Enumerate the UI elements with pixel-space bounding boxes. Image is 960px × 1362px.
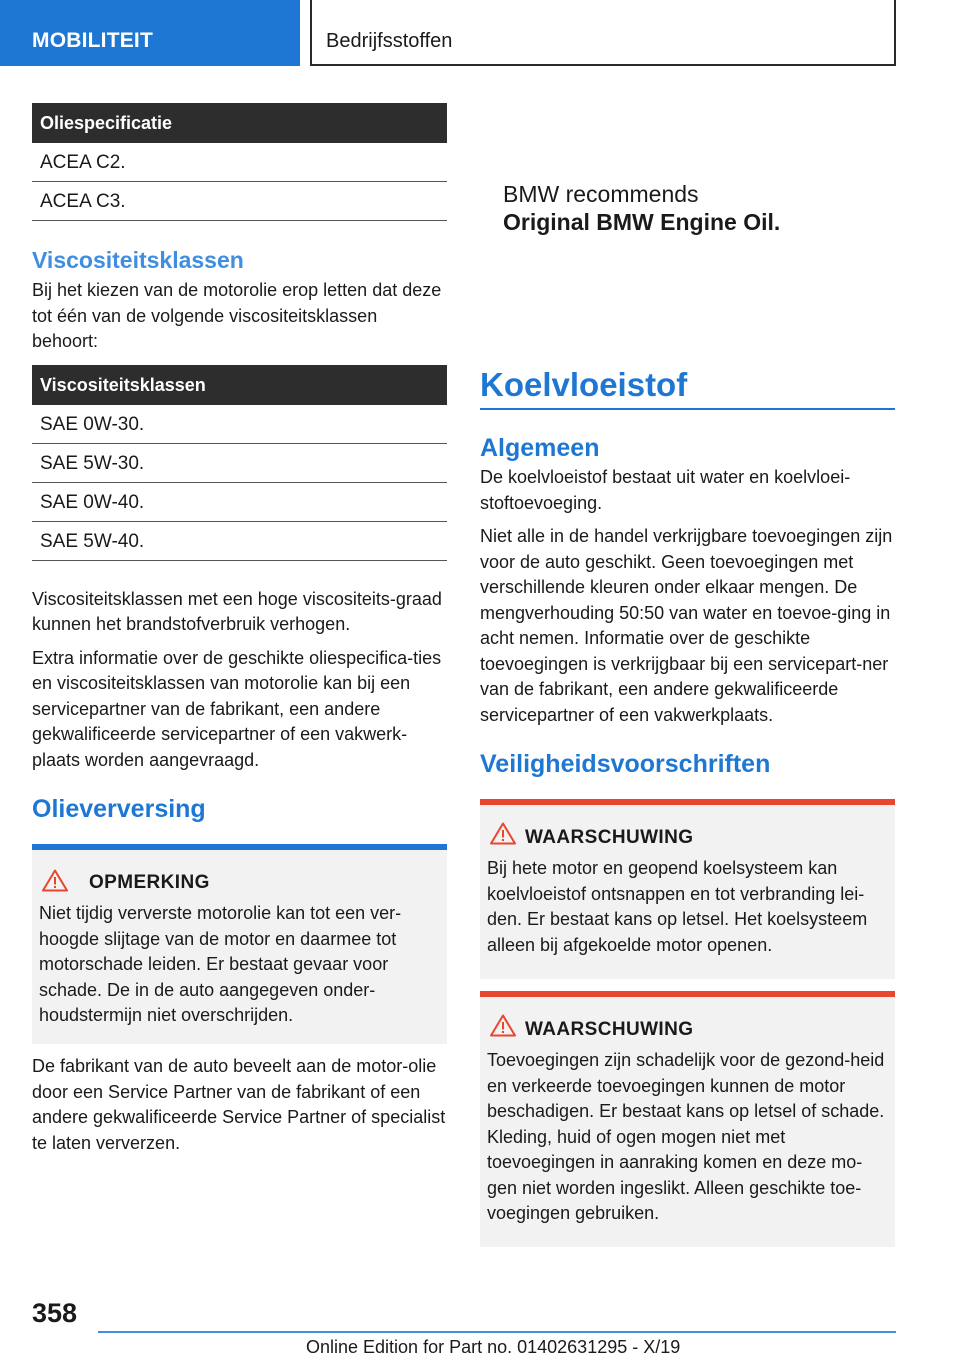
footer-edition <box>306 1337 680 1358</box>
warning-bar <box>480 799 895 805</box>
table-header: Viscositeitsklassen <box>32 365 447 405</box>
warning-bar <box>480 991 895 997</box>
notice-title: OPMERKING <box>89 872 210 893</box>
table-row: SAE 0W-40. <box>32 483 447 522</box>
warning-text: Bij hete motor en geopend koelsysteem kan koelvloeistof ontsnappen en tot verbranding lei-den. Er bestaat kans op letsel. Het koelsysteem alleen bij afgekoelde motor openen. <box>487 858 868 955</box>
warning-text: Toevoegingen zijn schadelijk voor de gezond-heid en verkeerde toevoegingen kunnen de motor beschadigen. Er bestaat kans op letsel of schade. Kleding, huid of ogen mogen niet met toevoegingen in aanraking komen en deze mo-gen niet worden ingeslikt. Alleen geschikte toe-voegingen gebruiken. <box>487 1050 885 1223</box>
edition-text: Online Edition for Part no. 01402631295 - X/19 <box>306 1337 681 1357</box>
footer-rule <box>98 1331 896 1333</box>
coolant-paragraph: Niet alle in de handel verkrijgbare toevoegingen zijn voor de auto geschikt. Geen toevoegingen met verschillende kleuren onder elkaar mengen. De mengverhouding 50:50 van water en toevoe-ging in acht nemen. Informatie over de geschikte toevoegingen is verkrijgbaar bij een servicepart-ner van de fabrikant, een andere gekwalificeerde servicepartner of een vakwerkplaats. <box>480 526 893 725</box>
table-row: SAE 5W-30. <box>32 444 447 483</box>
warning-triangle-icon <box>490 1014 516 1037</box>
table-row: SAE 0W-30. <box>32 405 447 444</box>
oil-spec-table <box>32 103 447 221</box>
oil-change-paragraph: De fabrikant van de auto beveelt aan de motor-olie door een Service Partner van de fabrikant of een andere gekwalificeerde Service Partner of specialist te laten ververzen. <box>32 1056 446 1153</box>
viscosity-paragraph: Extra informatie over de geschikte oliespecifica-ties en viscositeitsklassen van motorolie kan bij een servicepartner van de fabrikant, een andere gekwalificeerde servicepartner of een vakwerk-plaats worden aangevraagd. <box>32 647 442 770</box>
safety-heading: Veiligheidsvoorschriften <box>480 750 771 778</box>
promo-banner <box>503 180 780 236</box>
heading-rule <box>480 408 895 410</box>
promo-line: BMW recommends <box>503 181 699 207</box>
notice-bar <box>32 844 447 850</box>
chapter-title: Bedrijfsstoffen <box>326 30 453 52</box>
warning-title: WAARSCHUWING <box>525 1019 694 1040</box>
general-heading: Algemeen <box>480 434 600 462</box>
notice-text: Niet tijdig ververste motorolie kan tot een ver-hoogde slijtage van de motor en daarmee tot motorschade leiden. Er bestaat gevaar voor schade. De in de auto aangegeven onder-houdstermijn niet overschrijden. <box>39 903 402 1025</box>
table-row: ACEA C3. <box>32 182 447 221</box>
right-column <box>480 366 895 1247</box>
table-row: SAE 5W-40. <box>32 522 447 561</box>
table-row: ACEA C2. <box>32 143 447 182</box>
page-number: 358 <box>32 1298 78 1328</box>
section-tab <box>0 0 300 66</box>
warning-title: WAARSCHUWING <box>525 827 694 848</box>
viscosity-paragraph: Viscositeitsklassen met een hoge viscositeits-graad kunnen het brandstofverbruik verhogen. <box>32 588 442 634</box>
promo-line-bold: Original BMW Engine Oil. <box>503 209 781 235</box>
section-label: MOBILITEIT <box>32 29 153 52</box>
chapter-header <box>310 0 896 66</box>
warning-box <box>480 991 895 1247</box>
warning-box <box>480 799 895 979</box>
warning-triangle-icon <box>490 822 516 845</box>
coolant-heading: Koelvloeistof <box>480 366 688 403</box>
oil-change-heading: Olieverversing <box>32 795 206 823</box>
table-header: Oliespecificatie <box>32 103 447 143</box>
viscosity-intro: Bij het kiezen van de motorolie erop letten dat deze tot één van de volgende viscositeitsklassen behoort: <box>32 280 442 351</box>
notice-box <box>32 844 447 1044</box>
coolant-paragraph: De koelvloeistof bestaat uit water en koelvloei-stoftoevoeging. <box>480 467 851 513</box>
viscosity-table <box>32 365 447 561</box>
warning-triangle-icon <box>42 869 68 892</box>
left-column <box>32 103 447 1156</box>
viscosity-heading: Viscositeitsklassen <box>32 247 244 273</box>
